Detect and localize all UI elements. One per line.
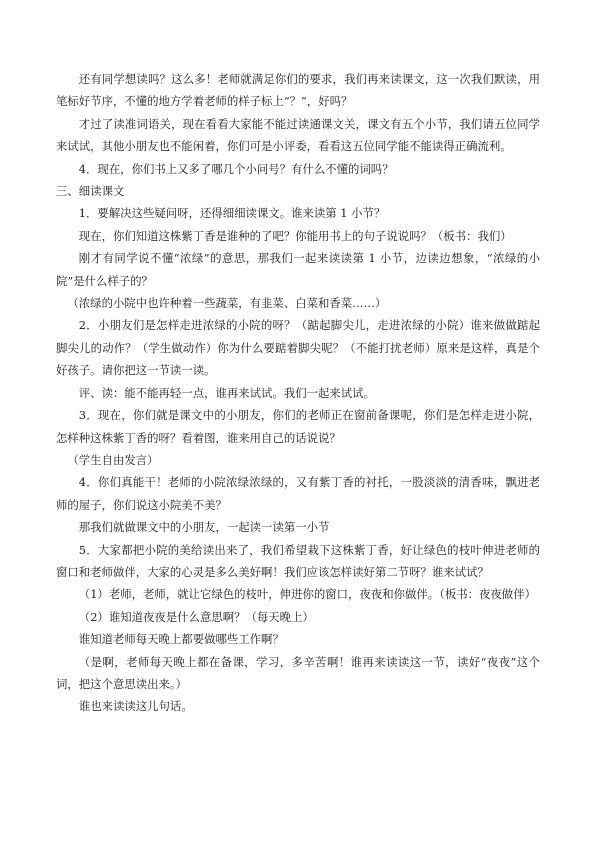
paragraph-read-again: 还有同学想读吗？这么多！老师就满足你们的要求，我们再来读课文，这一次我们默读，用笔标好节序，不懂的地方学着老师的样子标上“？”，好吗？	[56, 72, 540, 109]
paragraph-sub-2: （2）谁知道夜夜是什么意思啊？（每天晚上）	[78, 609, 314, 624]
lesson-plan-body	[56, 68, 540, 718]
paragraph-step-4-questions: 4．现在，你们书上又多了哪几个小问号？有什么不懂的词吗？	[78, 161, 394, 176]
section-heading-close-reading: 三、细读课文	[56, 184, 125, 199]
paragraph-step-3: 3．现在，你们就是课文中的小朋友，你们的老师正在窗前备课呢，你们是怎样走进小院，怎样种这株紫丁香的呀？看着图，谁来用自己的话说说？	[56, 408, 540, 445]
paragraph-evaluate-read: 评、读：能不能再轻一点，谁再来试试。我们一起来试试。	[78, 385, 375, 400]
paragraph-teacher-prepares: （是啊，老师每天晚上都在备课，学习，多辛苦啊！谁再来读读这一节，读好“夜夜”这个词，把这个意思读出来。）	[56, 654, 540, 691]
paragraph-free-speech: （学生自由发言）	[67, 452, 159, 467]
paragraph-read-together: 那我们就做课文中的小朋友，一起读一读第一小节	[78, 520, 330, 535]
paragraph-sub-1: （1）老师，老师，就让它绿色的枝叶，伸进你的窗口，夜夜和你做伴。（板书：夜夜做伴）	[78, 587, 536, 602]
paragraph-who-planted: 现在，你们知道这株紫丁香是谁种的了吧？你能用书上的句子说说吗？（板书：我们）	[78, 228, 512, 243]
paragraph-read-through: 才过了读准词语关，现在看看大家能不能过读通课文关，课文有五个小节，我们请五位同学来试试，其他小朋友也不能闲着，你们可是小评委，看看这五位同学能不能读得正确流利。	[56, 116, 540, 154]
paragraph-dense-green: 刚才有同学说不懂“浓绿”的意思，那我们一起来读读第 1 小节，边读边想象，“浓绿的小院”是什么样子的？	[56, 251, 540, 288]
paragraph-read-sentence: 谁也来读读这儿句话。	[78, 699, 193, 714]
paragraph-step-5: 5．大家都把小院的美给读出来了，我们希望栽下这株紫丁香，好让绿色的枝叶伸进老师的窗口和老师做伴，大家的心灵是多么美好啊！我们应该怎样读好第二节呀？谁来试试？	[56, 542, 540, 579]
paragraph-step-2: 2．小朋友们是怎样走进浓绿的小院的呀？（踮起脚尖儿，走进浓绿的小院）谁来做做踮起脚尖儿的动作？（学生做动作）你为什么要踮着脚尖呢？（不能打扰老师）原来是这样，真是个好孩子。请你把这一节读一读。	[56, 318, 540, 378]
paragraph-teacher-work: 谁知道老师每天晚上都要做哪些工作啊？	[78, 632, 284, 647]
paragraph-garden-imagination: （浓绿的小院中也许种着一些蔬菜，有韭菜、白菜和香菜……）	[67, 296, 387, 311]
paragraph-step-4: 4．你们真能干！老师的小院浓绿浓绿的，又有紫丁香的衬托，一股淡淡的清香味，飘进老师的屋子，你们说这小院美不美？	[56, 475, 540, 512]
paragraph-step-1: 1．要解决这些疑问呀，还得细细读课文。谁来读第 1 小节？	[78, 206, 386, 221]
